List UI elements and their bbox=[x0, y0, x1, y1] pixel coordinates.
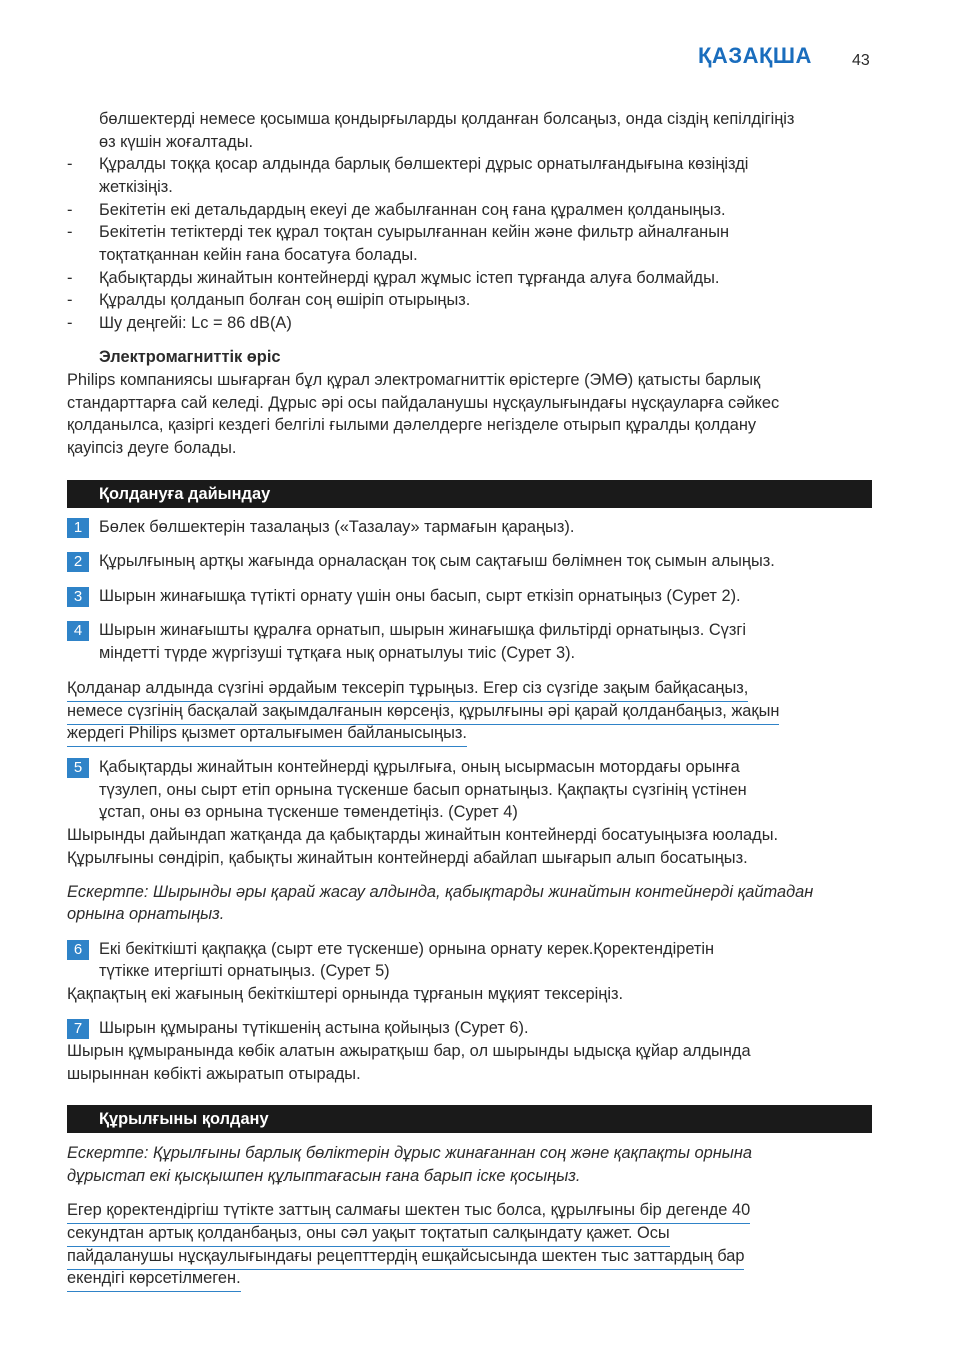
step-text: міндетті түрде жүргізуші тұтқаға нық орнатылуы тиіс (Сурет 3). bbox=[99, 644, 576, 662]
emf-text: Philips компаниясы шығарған бұл құрал электромагниттік өрістерге (ЭМӨ) қатысты барлық bbox=[67, 371, 761, 389]
step-number: 1 bbox=[67, 518, 89, 538]
step-number: 3 bbox=[67, 587, 89, 607]
bullet-text: Құралды қолданып болған соң өшіріп отырыңыз. bbox=[99, 291, 471, 309]
note-text: Ескертпе: Шырынды әры қарай жасау алдында, қабықтарды жинайтын контейнерді қайтадан bbox=[67, 883, 814, 901]
warning-line: немесе сүзгінің басқалай зақымдалғанын көрсеңіз, құрылғыны әрі қарай қолданбаңыз, жақын bbox=[67, 700, 779, 725]
warning-line: екендігі көрсетілмеген. bbox=[67, 1267, 241, 1292]
bullet-text: Құралды тоққа қосар алдында барлық бөлшектері дұрыс орнатылғандығына көзіңізді bbox=[99, 155, 749, 173]
step-text: түтікке итергішті орнатыңыз. (Сурет 5) bbox=[99, 962, 390, 980]
warning-line: Қолданар алдында сүзгіні әрдайым тексеріп тұрыңыз. Егер сіз сүзгіде зақым байқасаңыз, bbox=[67, 677, 748, 702]
bullet-dash: - bbox=[67, 201, 73, 219]
bullet-text: Бекітетін екі детальдардың екеуі де жабылғаннан соң ғана құралмен қолданыңыз. bbox=[99, 201, 726, 219]
section-title: Қолдануға дайындау bbox=[99, 485, 271, 503]
section-heading-preparing bbox=[67, 480, 872, 508]
bullet-text: тоқтатқаннан кейін ғана босатуға болады. bbox=[99, 246, 418, 264]
bullet-dash: - bbox=[67, 314, 73, 332]
page-number: 43 bbox=[852, 52, 870, 69]
step-text: түзулеп, оны сырт етіп орнына түскенше басып орнатыңыз. Қақпақты сүзгінің үстінен bbox=[99, 781, 747, 799]
step-number: 6 bbox=[67, 940, 89, 960]
note-text: орнына орнатыңыз. bbox=[67, 905, 225, 923]
emf-heading: Электромагниттік өріс bbox=[99, 348, 281, 366]
bullet-text: жеткізіңіз. bbox=[99, 178, 173, 196]
bullet-text: Шу деңгейі: Lc = 86 dB(A) bbox=[99, 314, 292, 332]
step-detail: Шырынды дайындап жатқанда да қабықтарды жинайтын контейнерді босатуыңызға юолады. bbox=[67, 826, 779, 844]
bullet-dash: - bbox=[67, 291, 73, 309]
emf-text: қауіпсіз деуге болады. bbox=[67, 439, 237, 457]
intro-line: бөлшектерді немесе қосымша қондырғыларды қолданған болсаңыз, онда сіздің кепілдігіңіз bbox=[99, 110, 795, 128]
step-number: 4 bbox=[67, 621, 89, 641]
step-detail: шырыннан көбікті ажыратып отырады. bbox=[67, 1065, 361, 1083]
step-text: Бөлек бөлшектерін тазалаңыз («Тазалау» тармағын қараңыз). bbox=[99, 518, 575, 536]
step-text: Шырын жинағышқа түтікті орнату үшін оны басып, сырт еткізіп орнатыңыз (Сурет 2). bbox=[99, 587, 741, 605]
step-text: Қабықтарды жинайтын контейнерді құрылғыға, оның ысырмасын мотордағы орынға bbox=[99, 758, 740, 776]
warning-line: секундтан артық қолданбаңыз, оны сәл уақыт тоқтатып салқындату қажет. Осы bbox=[67, 1222, 670, 1247]
step-detail: Қақпақтың екі жағының бекіткіштері орнында тұрғанын мұқият тексеріңіз. bbox=[67, 985, 624, 1003]
note-text: Ескертпе: Құрылғыны барлық бөліктерін дұрыс жинағаннан соң және қақпақты орнына bbox=[67, 1144, 752, 1162]
note-text: дұрыстап екі қысқышпен құлыптағасын ғана барып іске қосыңыз. bbox=[67, 1167, 581, 1185]
bullet-dash: - bbox=[67, 269, 73, 287]
intro-line: өз күшін жоғалтады. bbox=[99, 133, 254, 151]
bullet-text: Бекітетін тетіктерді тек құрал тоқтан суырылғаннан кейін және фильтр айналғанын bbox=[99, 223, 730, 241]
step-detail: Шырын құмыранында көбік алатын ажыратқыш бар, ол шырынды ыдысқа құйар алдында bbox=[67, 1042, 751, 1060]
emf-text: стандарттарға сай келеді. Дұрыс әрі осы пайдаланушы нұсқаулығындағы нұсқауларға сәйкес bbox=[67, 394, 780, 412]
step-detail: Құрылғыны сөндіріп, қабықты жинайтын контейнерді абайлап шығарып алып босатыңыз. bbox=[67, 849, 748, 867]
step-number: 5 bbox=[67, 758, 89, 778]
warning-line: Егер қоректендіргіш түтікте заттың салмағы шектен тыс болса, құрылғыны бір дегенде 40 bbox=[67, 1199, 750, 1224]
language-title: ҚАЗАҚША bbox=[698, 43, 812, 68]
step-text: ұстап, оны өз орнына түскенше төмендетіңіз. (Сурет 4) bbox=[99, 803, 518, 821]
section-heading-using bbox=[67, 1105, 872, 1133]
step-text: Екі бекіткішті қақпаққа (сырт ете түскенше) орнына орнату керек.Қоректендіретін bbox=[99, 940, 715, 958]
bullet-dash: - bbox=[67, 155, 73, 173]
step-number: 2 bbox=[67, 552, 89, 572]
step-number: 7 bbox=[67, 1019, 89, 1039]
warning-line: пайдаланушы нұсқаулығындағы рецепттердің ешқайсысында шектен тыс заттардың бар bbox=[67, 1245, 744, 1270]
step-text: Шырын құмыраны түтікшенің астына қойыңыз (Сурет 6). bbox=[99, 1019, 529, 1037]
section-title: Құрылғыны қолдану bbox=[99, 1110, 269, 1128]
warning-line: жердегі Philips қызмет орталығымен байланысыңыз. bbox=[67, 722, 467, 747]
step-text: Шырын жинағышты құралға орнатып, шырын жинағышқа фильтірді орнатыңыз. Сүзгі bbox=[99, 621, 746, 639]
bullet-text: Қабықтарды жинайтын контейнерді құрал жұмыс істеп тұрғанда алуға болмайды. bbox=[99, 269, 720, 287]
emf-text: қолданылса, қазіргі кездегі белгілі ғылыми дәлелдерге негізделе отырып құралды қолдану bbox=[67, 416, 757, 434]
bullet-dash: - bbox=[67, 223, 73, 241]
step-text: Құрылғының артқы жағында орналасқан тоқ сым сақтағыш бөлімнен тоқ сымын алыңыз. bbox=[99, 552, 775, 570]
